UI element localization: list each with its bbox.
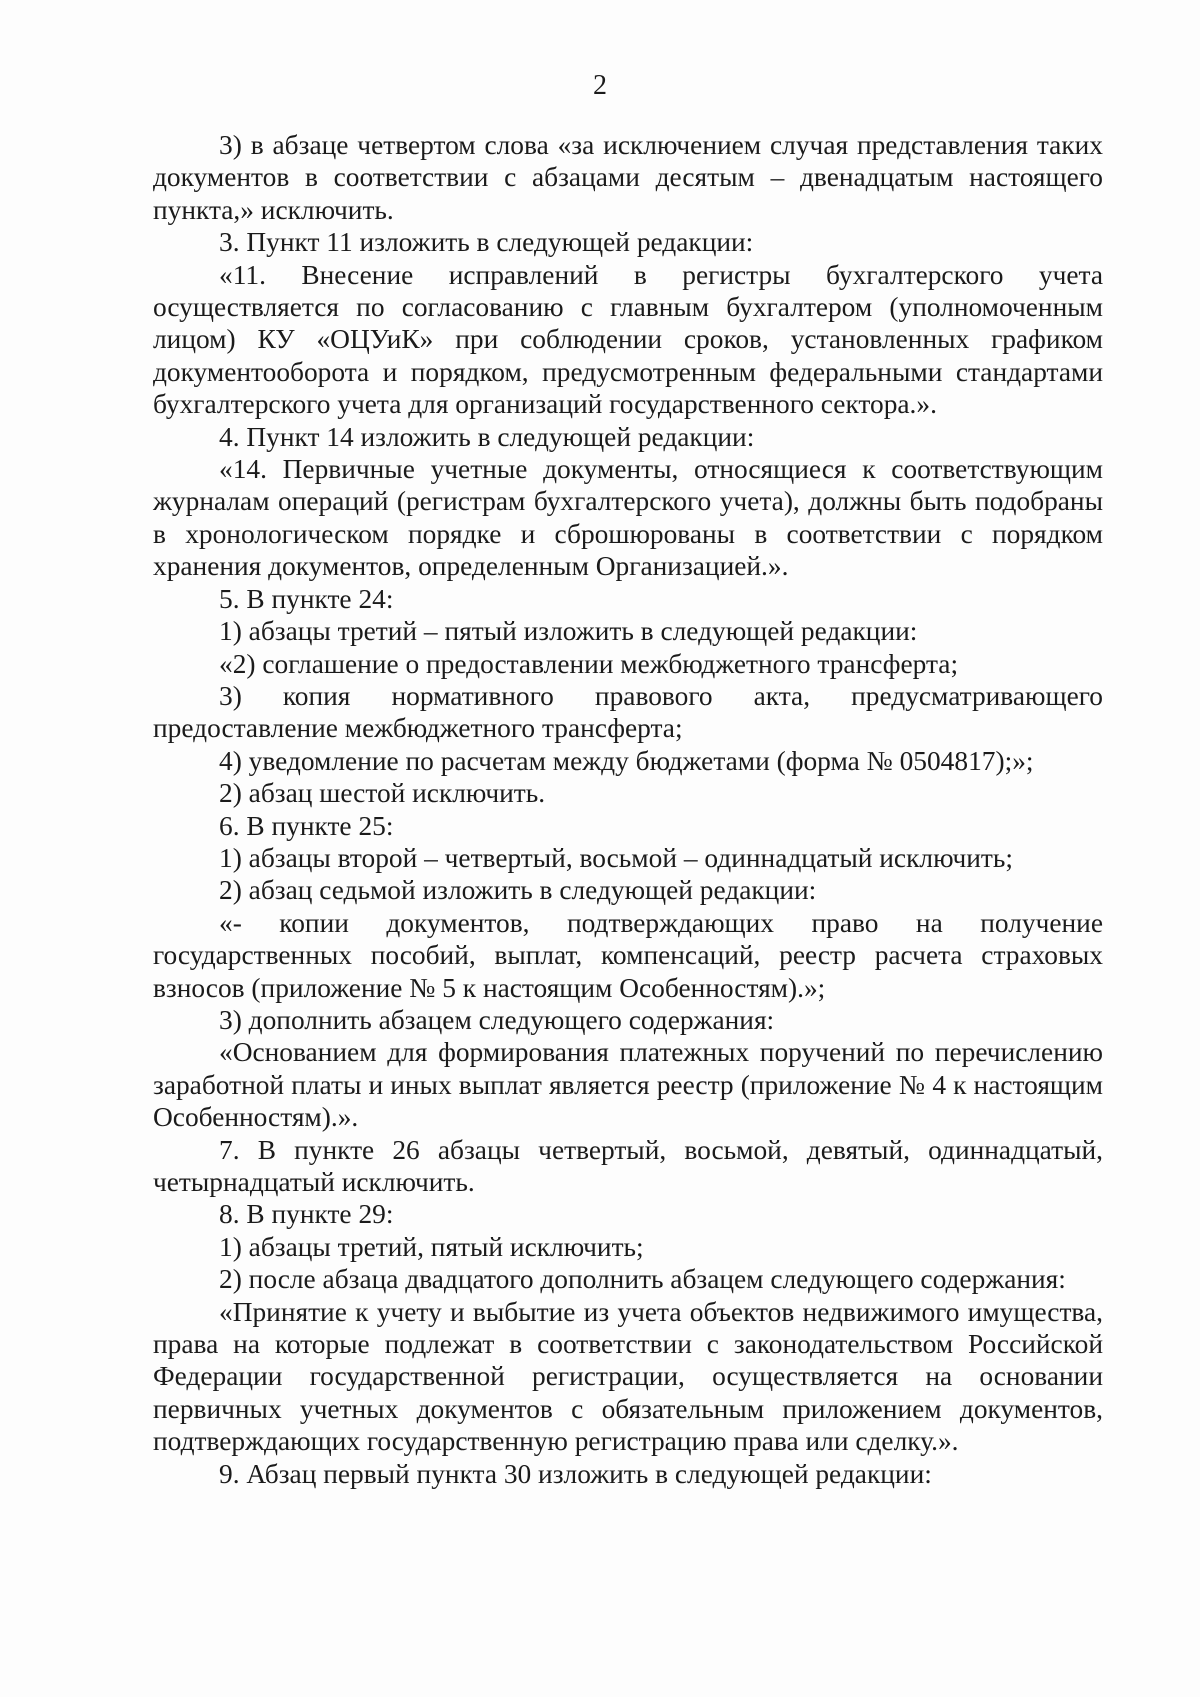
- paragraph-item-7: 7. В пункте 26 абзацы четвертый, восьмой, девятый, одиннадцатый, четырнадцатый исключить.: [153, 1134, 1103, 1197]
- paragraph-8-real-estate: «Принятие к учету и выбытие из учета объектов недвижимого имущества, права на которые подлежат в соответствии с законодательством Российской Федерации государственной регистрации, осуществляется на основании первичных учетных документов с обязательным приложением документов, подтверждающих государственную регистрацию права или сделку.».: [153, 1296, 1103, 1457]
- paragraph-6-3: 3) дополнить абзацем следующего содержания:: [219, 1004, 775, 1035]
- paragraph-6-basis: «Основанием для формирования платежных поручений по перечислению заработной платы и иных выплат является реестр (приложение № 4 к настоящим Особенностям).».: [153, 1037, 1103, 1133]
- paragraph-item-5-heading: 5. В пункте 24:: [219, 583, 394, 614]
- paragraph-item-3-heading: 3. Пункт 11 изложить в следующей редакции:: [219, 227, 754, 258]
- paragraph-item-4-heading: 4. Пункт 14 изложить в следующей редакции:: [219, 421, 755, 452]
- page-number: 2: [593, 70, 607, 101]
- paragraph-4-3-amendment: 3) в абзаце четвертом слова «за исключением случая представления таких документов в соответствии с абзацами десятым – двенадцатым настоящего пункта,» исключить.: [153, 130, 1103, 225]
- paragraph-item-6-heading: 6. В пункте 25:: [219, 810, 394, 841]
- paragraph-6-2: 2) абзац седьмой изложить в следующей редакции:: [219, 875, 817, 906]
- paragraph-5-2: 2) абзац шестой исключить.: [219, 778, 546, 809]
- paragraph-6-copies: «- копии документов, подтверждающих право на получение государственных пособий, выплат, компенсаций, реестр расчета страховых взносов (приложение № 5 к настоящим Особенностям).»;: [153, 907, 1103, 1003]
- paragraph-5-1: 1) абзацы третий – пятый изложить в следующей редакции:: [219, 616, 918, 647]
- paragraph-5-notice: 4) уведомление по расчетам между бюджетами (форма № 0504817);»;: [219, 745, 1034, 776]
- paragraph-6-1: 1) абзацы второй – четвертый, восьмой – одиннадцатый исключить;: [219, 842, 1013, 873]
- paragraph-8-1: 1) абзацы третий, пятый исключить;: [219, 1231, 644, 1262]
- paragraph-item-8-heading: 8. В пункте 29:: [219, 1199, 394, 1230]
- paragraph-item-9: 9. Абзац первый пункта 30 изложить в следующей редакции:: [219, 1458, 932, 1489]
- document-body: [153, 129, 1103, 1490]
- paragraph-5-agreement: «2) соглашение о предоставлении межбюджетного трансферта;: [219, 648, 959, 679]
- paragraph-5-copy: 3) копия нормативного правового акта, предусматривающего предоставление межбюджетного трансферта;: [153, 680, 1103, 744]
- paragraph-item-11-text: «11. Внесение исправлений в регистры бухгалтерского учета осуществляется по согласованию с главным бухгалтером (уполномоченным лицом) КУ «ОЦУиК» при соблюдении сроков, установленных графиком документооборота и порядком, предусмотренным федеральными стандартами бухгалтерского учета для организаций государственного сектора.».: [153, 259, 1103, 420]
- paragraph-item-14-text: «14. Первичные учетные документы, относящиеся к соответствующим журналам операций (регистрам бухгалтерского учета), должны быть подобраны в хронологическом порядке и сброшюрованы в соответствии с порядком хранения документов, определенным Организацией.».: [153, 454, 1103, 582]
- paragraph-8-2: 2) после абзаца двадцатого дополнить абзацем следующего содержания:: [219, 1264, 1066, 1295]
